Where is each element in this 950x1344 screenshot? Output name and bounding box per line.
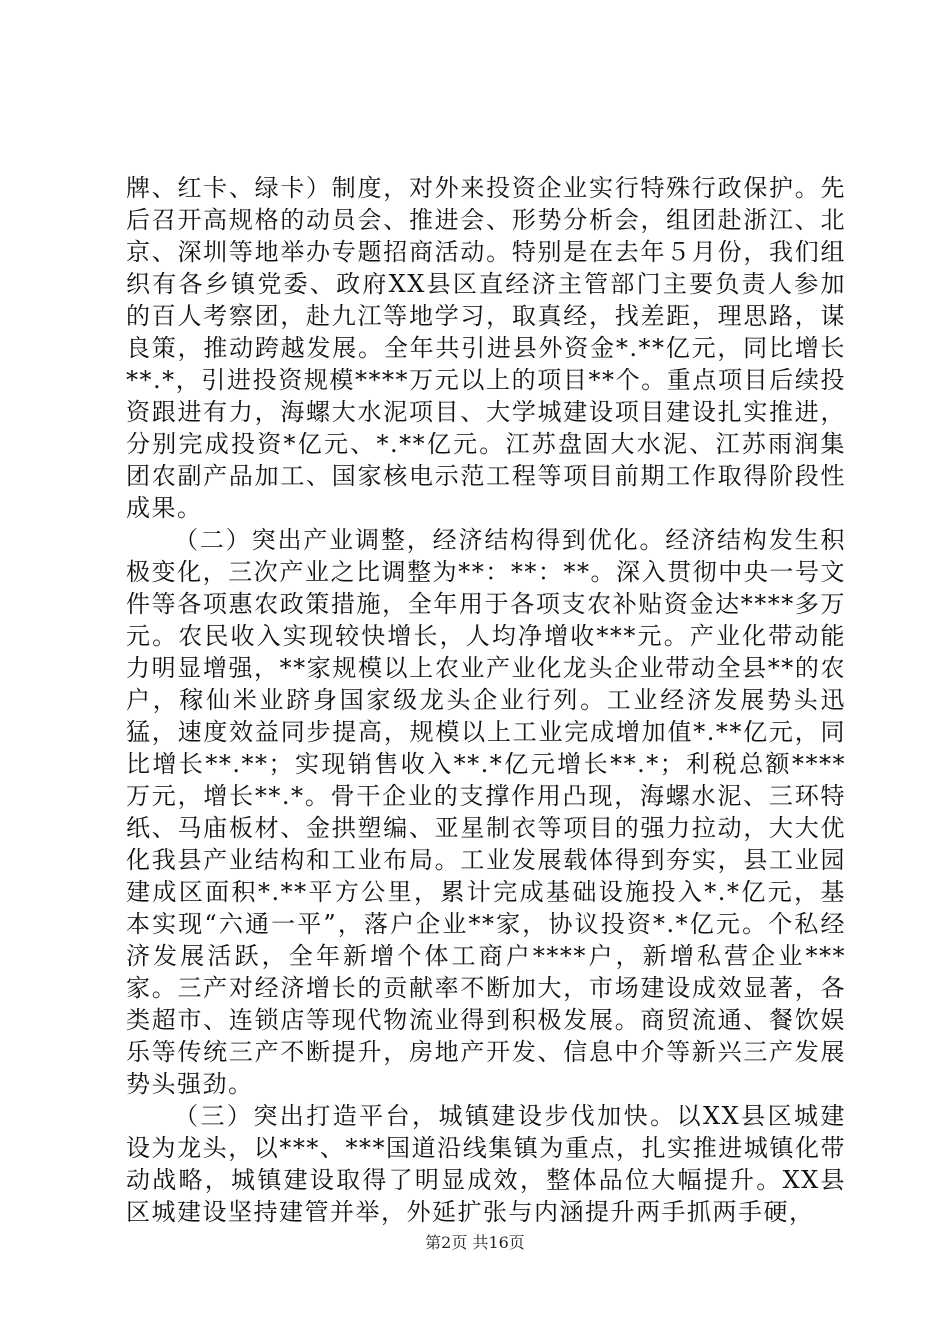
page-number-footer: 第2页 共16页 xyxy=(425,1233,525,1252)
paragraph-continuation: 牌、红卡、绿卡）制度，对外来投资企业实行特殊行政保护。先后召开高规格的动员会、推进会、形势分析会，组团赴浙江、北京、深圳等地举办专题招商活动。特别是在去年５月份，我们组织有各乡镇党委、政府XX县区直经济主管部门主要负责人参加的百人考察团，赴九江等地学习，取真经，找差距，理思路，谋良策，推动跨越发展。全年共引进县外资金*.**亿元，同比增长**.*，引进投资规模****万元以上的项目**个。重点项目后续投资跟进有力，海螺大水泥项目、大学城建设项目建设扎实推进，分别完成投资*亿元、*.**亿元。江苏盘固大水泥、江苏雨润集团农副产品加工、国家核电示范工程等项目前期工作取得阶段性成果。 xyxy=(126,174,846,522)
paragraph-section-three: （三）突出打造平台，城镇建设步伐加快。以XX县区城建设为龙头，以***、***国道沿线集镇为重点，扎实推进城镇化带动战略，城镇建设取得了明显成效，整体品位大幅提升。XX县区城建设坚持建管并举，外延扩张与内涵提升两手抓两手硬， xyxy=(126,1102,846,1226)
paragraph-section-two: （二）突出产业调整，经济结构得到优化。经济结构发生积极变化，三次产业之比调整为**：**：**。深入贯彻中央一号文件等各项惠农政策措施，全年用于各项支农补贴资金达****多万元。农民收入实现较快增长，人均净增收***元。产业化带动能力明显增强，**家规模以上农业产业化龙头企业带动全县**的农户，稼仙米业跻身国家级龙头企业行列。工业经济发展势头迅猛，速度效益同步提高，规模以上工业完成增加值*.**亿元，同比增长**.**；实现销售收入**.*亿元增长**.*；利税总额****万元，增长**.*。骨干企业的支撑作用凸现，海螺水泥、三环特纸、马庙板材、金拱塑编、亚星制衣等项目的强力拉动，大大优化我县产业结构和工业布局。工业发展载体得到夯实，县工业园建成区面积*.**平方公里，累计完成基础设施投入*.*亿元，基本实现“六通一平”，落户企业**家，协议投资*.*亿元。个私经济发展活跃，全年新增个体工商户****户，新增私营企业***家。三产对经济增长的贡献率不断加大，市场建设成效显著，各类超市、连锁店等现代物流业得到积极发展。商贸流通、餐饮娱乐等传统三产不断提升，房地产开发、信息中介等新兴三产发展势头强劲。 xyxy=(126,526,846,1098)
document-body xyxy=(126,172,846,1228)
